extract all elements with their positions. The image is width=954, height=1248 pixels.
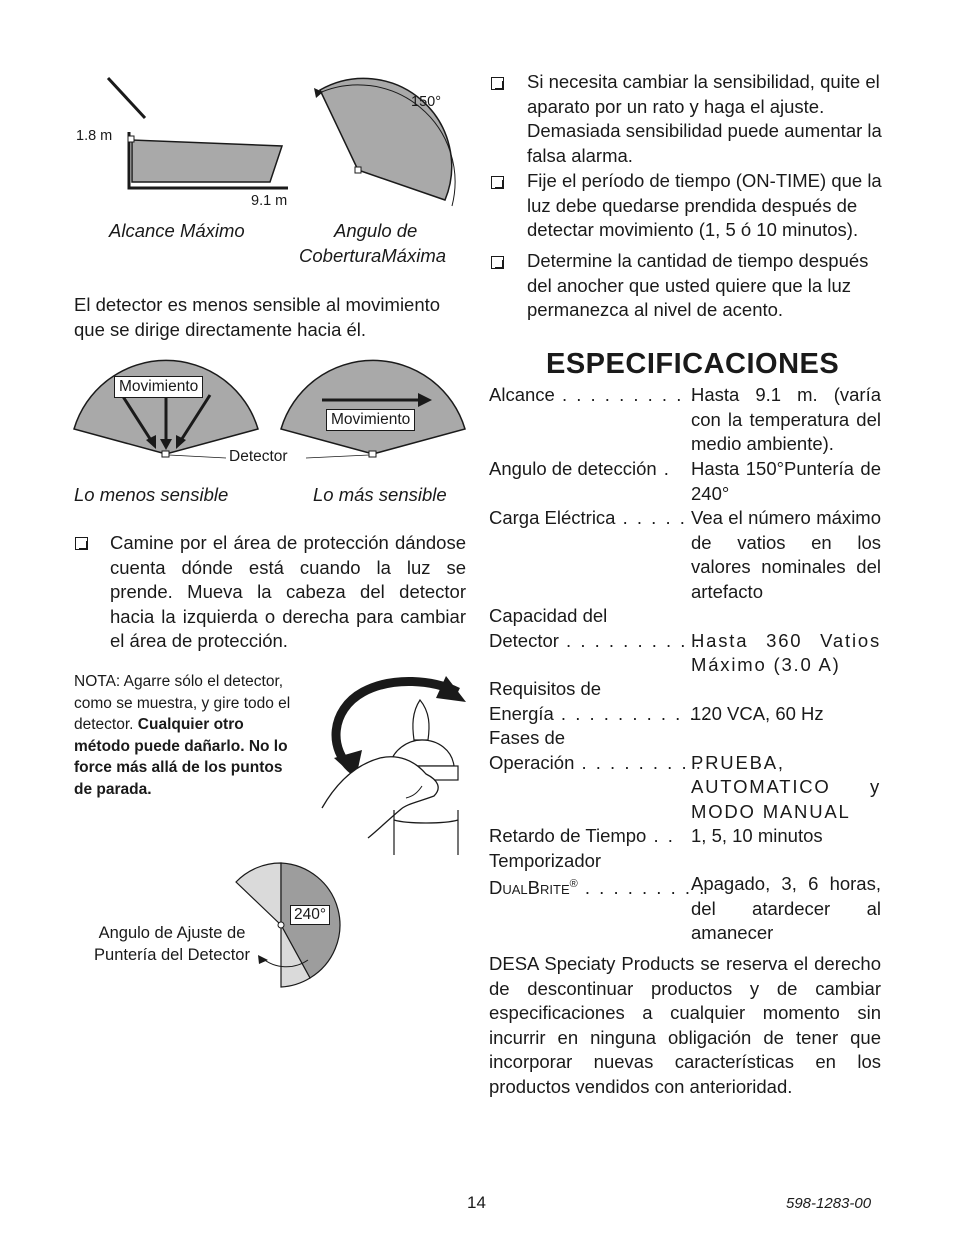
aim-pivot (278, 922, 284, 928)
spec-requisitos: Requisitos de Energía . . . . . . . . . . . 120 VCA, 60 Hz (489, 677, 881, 726)
spec-value: Vea el número máximo de vatios en los valores nominales del artefacto (691, 507, 881, 602)
least-sensitive-caption: Lo menos sensible (74, 484, 229, 505)
spec-angulo: Angulo de detección . Hasta 150°Puntería de 240° (489, 457, 881, 506)
coverage-caption-2: CoberturaMáxima (299, 245, 447, 266)
note-plain: NOTA: Agarre sólo el detector, como se muestra, y gire todo el detector. (74, 673, 291, 733)
spec-value: Apagado, 3, 6 horas, del atardecer al amanecer (691, 873, 881, 943)
note-text (74, 671, 292, 800)
spec-capacidad: Capacidad del Detector . . . . . . . . . . . Hasta 360 Vatios Máximo (3.0 A) (489, 604, 881, 678)
page-number: 14 (467, 1193, 486, 1212)
coverage-caption-1: Angulo de (334, 220, 418, 241)
detector-leader-left (169, 455, 226, 458)
aim-angle-label: 240° (290, 905, 330, 925)
range-zone (132, 140, 282, 182)
spec-label: Carga Eléctrica (489, 507, 616, 528)
spec-value: 120 VCA, 60 Hz (691, 702, 824, 724)
fixture-body (394, 810, 458, 855)
closing-paragraph: DESA Speciaty Products se reserva el derecho de descontinuar productos y de cambiar especificaciones a cualquier momento sin incurrir en ninguna obligación de tener que incorporar nuevas características en los productos vendidos con anterioridad. (489, 953, 881, 1097)
spec-fases: Fases de Operación . . . . . . . . . PRUEBA, AUTOMATICO y MODO MANUAL (489, 726, 881, 824)
spec-value: 1, 5, 10 minutos (691, 825, 823, 846)
specs-heading: ESPECIFICACIONES (546, 348, 840, 380)
spec-label: Capacidad del (489, 605, 608, 626)
right-fan (281, 360, 465, 454)
spec-carga: Carga Eléctrica . . . . . Vea el número máximo de vatios en los valores nominales del artefacto (489, 506, 881, 604)
spec-label: Retardo de Tiempo (489, 825, 647, 846)
right-bullet-1: Si necesita cambiar la sensibilidad, quite el aparato por un rato y haga el ajuste. Demasiada sensibilidad puede aumentar la falsa alarma. (527, 71, 882, 166)
note-bold: Cualquier otro método puede dañarlo. No lo force más allá de los puntos de parada. (74, 716, 288, 798)
spec-retardo: Retardo de Tiempo . . 1, 5, 10 minutos Temporizador (489, 824, 881, 873)
spec-label: Temporizador (489, 849, 602, 871)
spec-label: Fases de (489, 727, 566, 748)
detector-leader-right (306, 455, 369, 458)
spec-value: PRUEBA, AUTOMATICO y MODO MANUAL (691, 751, 881, 822)
spec-value: Hasta 150°Puntería de 240° (691, 458, 881, 504)
hand-rotation-illustration (318, 670, 470, 855)
rotation-arrowhead-right (436, 676, 466, 702)
spec-label: Angulo de detección (489, 458, 657, 479)
spec-label: Detector (489, 629, 559, 651)
hand-shape (322, 757, 438, 838)
checkbox-icon (491, 256, 504, 269)
spec-label: Energía (489, 702, 554, 724)
range-detector (128, 136, 134, 142)
spec-label: Requisitos de (489, 678, 602, 699)
bulb-shape (413, 700, 429, 740)
spec-dualbrite: DUALBRITE® . . . . . . . . . Apagado, 3, 6 horas, del atardecer al amanecer (489, 872, 881, 946)
coverage-angle-label: 150° (411, 94, 441, 110)
checkbox-icon (491, 176, 504, 189)
walk-bullet-text: Camine por el área de protección dándose cuenta dónde está cuando la luz se prende. Mueva la cabeza del detector hacia la izquierda o derecha para cambiar el área de protección. (110, 532, 466, 651)
spec-label: Alcance (489, 384, 555, 405)
doc-number: 598-1283-00 (786, 1195, 872, 1212)
spec-alcance: Alcance . . . . . . . . . . . Hasta 9.1 m. (varía con la temperatura del medio ambiente). (489, 383, 881, 457)
aim-caption-1: Angulo de Ajuste de (98, 924, 246, 942)
coverage-detector (355, 167, 361, 173)
right-detector (369, 451, 376, 457)
left-movement-label: Movimiento (114, 376, 203, 398)
detector-label: Detector (229, 448, 288, 465)
checkbox-icon (491, 77, 504, 90)
left-detector (162, 451, 169, 457)
right-bullet-3: Determine la cantidad de tiempo después del anocher que usted quiere que la luz permanezca al nivel de acento. (527, 250, 869, 320)
range-height-label: 1.8 m (76, 128, 113, 144)
spec-value: Hasta 9.1 m. (varía con la temperatura del medio ambiente). (691, 384, 881, 454)
right-bullet-2: Fije el período de tiempo (ON-TIME) que la luz debe quedarse prendida después de detectar movimiento (1, 5 ó 10 minutos). (527, 170, 882, 240)
range-distance-label: 9.1 m (251, 193, 288, 209)
spec-value: Hasta 360 Vatios Máximo (3.0 A) (691, 629, 881, 675)
aim-caption-2: Puntería del Detector (94, 946, 250, 964)
range-wall-line (108, 78, 145, 118)
checkbox-icon (75, 537, 88, 550)
most-sensitive-caption: Lo más sensible (313, 484, 447, 505)
aim-light-sector (236, 863, 281, 925)
right-movement-label: Movimiento (326, 409, 415, 431)
range-caption: Alcance Máximo (109, 220, 245, 241)
spec-label: Operación (489, 751, 575, 773)
intro-paragraph: El detector es menos sensible al movimiento que se dirige directamente hacia él. (74, 294, 441, 340)
